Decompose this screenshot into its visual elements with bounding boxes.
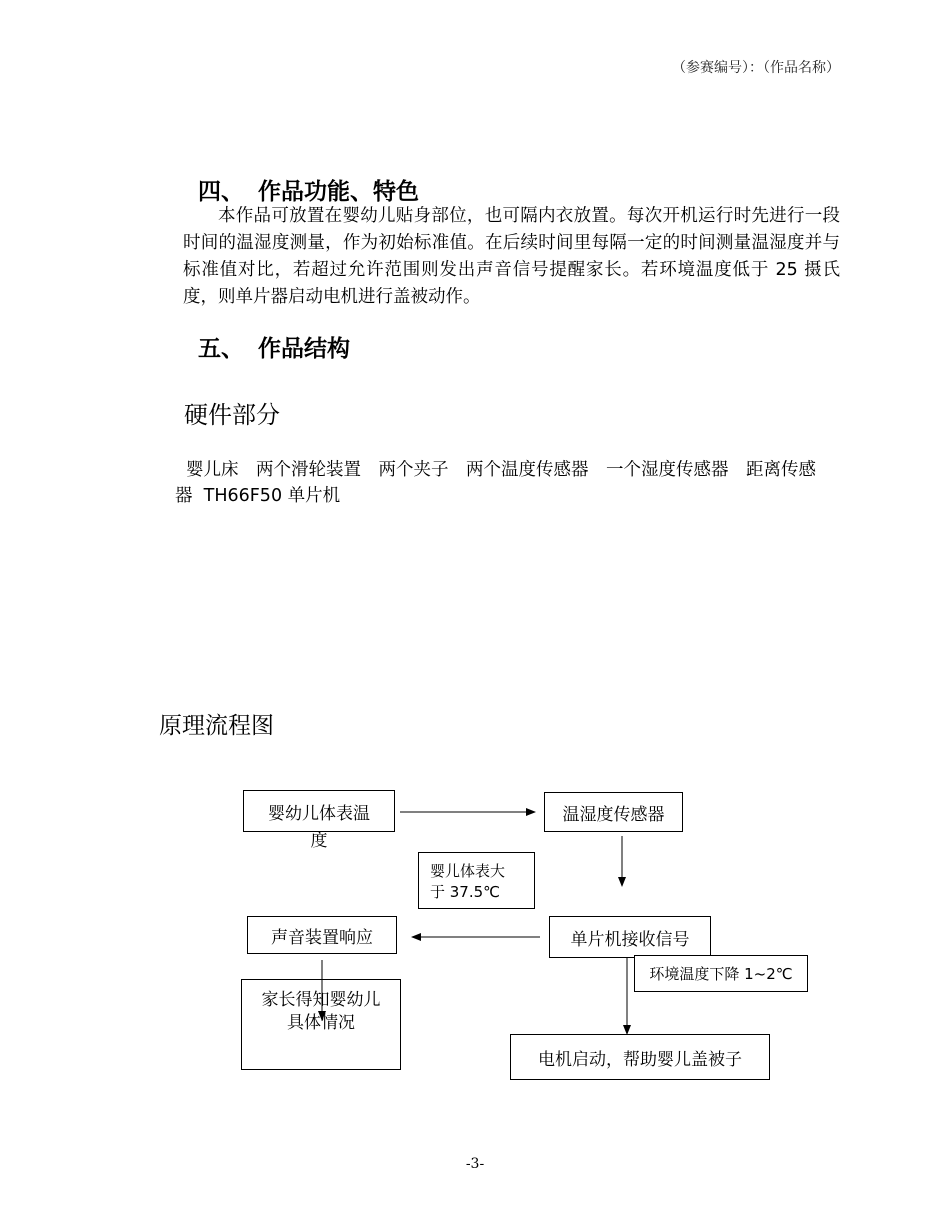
hardware-subheading: 硬件部分 bbox=[184, 401, 280, 429]
temp-humidity-sensor-label: 温湿度传感器 bbox=[562, 804, 665, 825]
parent-informed-label-line-2: 具体情况 bbox=[287, 1013, 355, 1033]
page-header: （参赛编号）：（作品名称） bbox=[672, 60, 840, 76]
mcu-receive-label: 单片机接收信号 bbox=[570, 929, 690, 950]
section-4-title: 作品功能、特色 bbox=[258, 179, 419, 205]
body-temperature-label-line-1: 婴幼儿体表温 bbox=[268, 804, 370, 824]
section-4-number: 四、 bbox=[198, 179, 244, 205]
flowchart-title: 原理流程图 bbox=[159, 713, 274, 739]
ambient-temp-drop-label: 环境温度下降 1~2℃ bbox=[649, 965, 793, 983]
motor-start-label: 电机启动，帮助婴儿盖被子 bbox=[538, 1049, 742, 1070]
parts-line-1: 婴儿床 两个滑轮装置 两个夹子 两个温度传感器 一个湿度传感器 距离传感 bbox=[186, 460, 816, 480]
section-4-paragraph: 本作品可放置在婴幼儿贴身部位，也可隔内衣放置。每次开机运行时先进行一段时间的温湿度测量，作为初始标准值。在后续时间里每隔一定的时间测量温湿度并与标准值对比，若超过允许范围则发出声音信号提醒家长。若环境温度低于 25 摄氏度，则单片器启动电机进行盖被动作。 bbox=[183, 206, 840, 307]
section-5-number: 五、 bbox=[198, 336, 244, 362]
page-number: -3- bbox=[465, 1156, 485, 1172]
condition-label-line-2: 于 37.5℃ bbox=[430, 883, 501, 901]
sound-device-label: 声音装置响应 bbox=[271, 927, 373, 948]
condition-label-line-1: 婴儿体表大 bbox=[430, 862, 506, 880]
parts-line-2: 器 TH66F50 单片机 bbox=[175, 486, 341, 506]
parent-informed-label-line-1: 家长得知婴幼儿 bbox=[261, 990, 381, 1010]
body-temperature-label-line-2: 度 bbox=[310, 831, 328, 851]
section-5-title: 作品结构 bbox=[258, 336, 350, 362]
